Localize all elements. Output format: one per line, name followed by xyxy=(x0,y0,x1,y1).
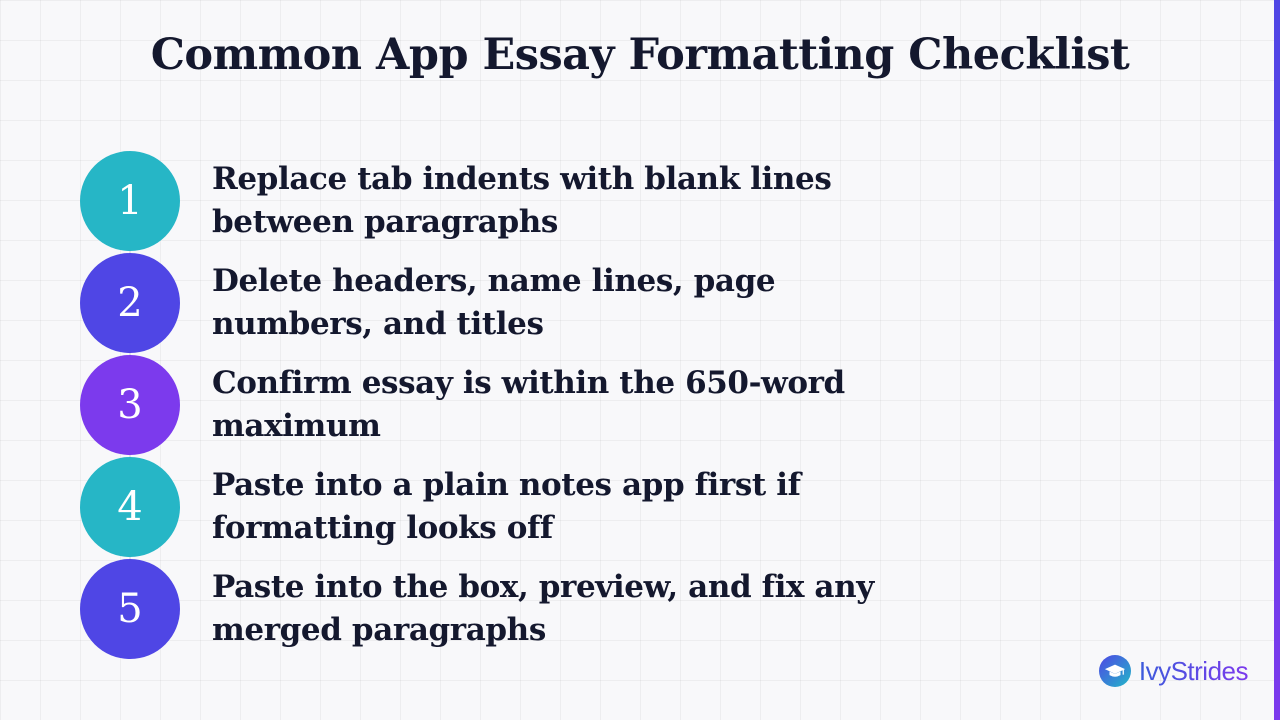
step-text: Paste into a plain notes app first if formatting looks off xyxy=(212,467,801,546)
step-text: Confirm essay is within the 650-word maximum xyxy=(212,365,845,444)
page-title: Common App Essay Formatting Checklist xyxy=(150,30,1130,80)
step-text: Delete headers, name lines, page numbers, and titles xyxy=(212,263,776,342)
step-number-badge: 3 xyxy=(80,355,180,455)
step-number-badge: 2 xyxy=(80,253,180,353)
graduation-cap-icon xyxy=(1099,655,1131,687)
step-number-badge: 1 xyxy=(80,151,180,251)
step-number-badge: 5 xyxy=(80,559,180,659)
checklist-step-3 xyxy=(80,355,980,455)
step-text: Paste into the box, preview, and fix any merged paragraphs xyxy=(212,569,874,648)
brand-logo xyxy=(1099,654,1248,688)
step-number-badge: 4 xyxy=(80,457,180,557)
checklist-step-4 xyxy=(80,457,980,557)
step-text: Replace tab indents with blank lines between paragraphs xyxy=(212,161,832,240)
checklist-step-1 xyxy=(80,151,980,251)
checklist-step-2 xyxy=(80,253,980,353)
checklist-step-5 xyxy=(80,559,980,659)
accent-bar xyxy=(1274,0,1280,720)
brand-name: IvyStrides xyxy=(1138,655,1248,686)
